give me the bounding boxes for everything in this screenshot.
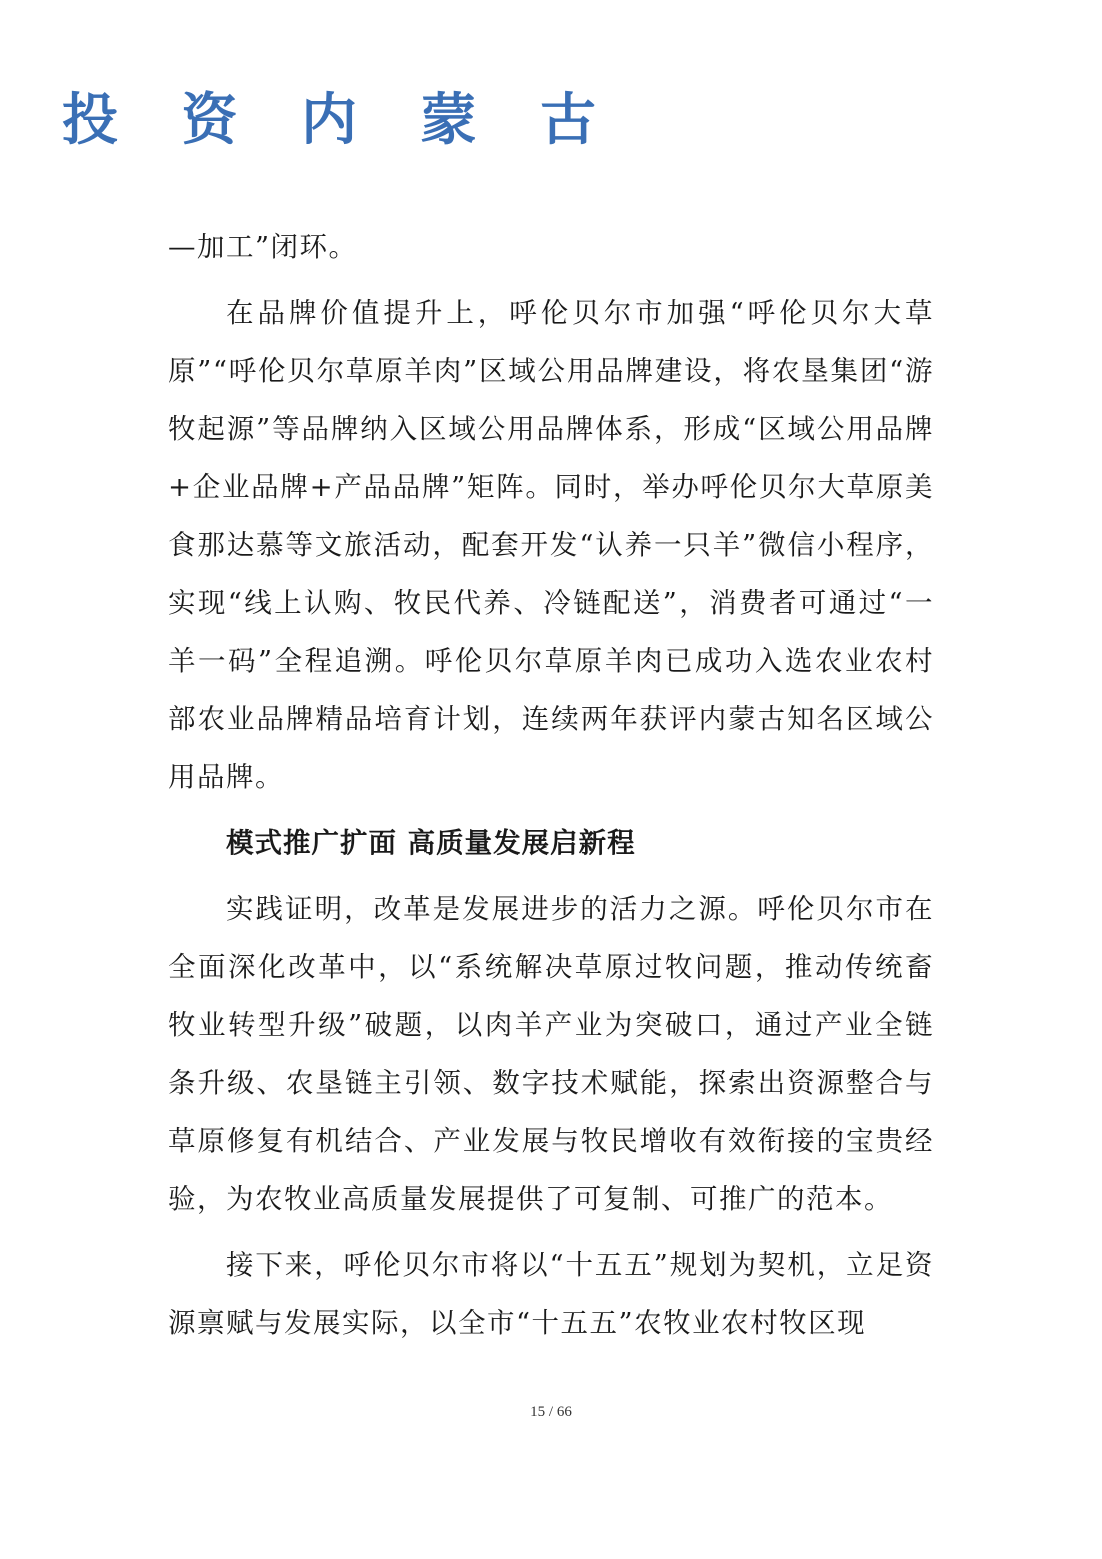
article-body [168, 218, 934, 1352]
practice-paragraph: 实践证明，改革是发展进步的活力之源。呼伦贝尔市在全面深化改革中，以“系统解决草原过牧问题，推动传统畜牧业转型升级”破题，以肉羊产业为突破口，通过产业全链条升级、农垦链主引领、数字技术赋能，探索出资源整合与草原修复有机结合、产业发展与牧民增收有效衔接的宝贵经验，为农牧业高质量发展提供了可复制、可推广的范本。 [168, 893, 934, 1215]
next-steps-paragraph: 接下来，呼伦贝尔市将以“十五五”规划为契机，立足资源禀赋与发展实际，以全市“十五五”农牧业农村牧区现 [168, 1249, 934, 1339]
page-number: 15 / 66 [530, 1404, 572, 1420]
continuation-paragraph: —加工”闭环。 [168, 231, 358, 263]
publication-masthead: 投 资 内 蒙 古 [62, 87, 618, 153]
brand-value-paragraph: 在品牌价值提升上，呼伦贝尔市加强“呼伦贝尔大草原”“呼伦贝尔草原羊肉”区域公用品牌建设，将农垦集团“游牧起源”等品牌纳入区域公用品牌体系，形成“区域公用品牌+企业品牌+产品品牌”矩阵。同时，举办呼伦贝尔大草原美食那达慕等文旅活动，配套开发“认养一只羊”微信小程序，实现“线上认购、牧民代养、冷链配送”，消费者可通过“一羊一码”全程追溯。呼伦贝尔草原羊肉已成功入选农业农村部农业品牌精品培育计划，连续两年获评内蒙古知名区域公用品牌。 [168, 297, 934, 793]
section-heading: 模式推广扩面 高质量发展启新程 [226, 827, 636, 859]
